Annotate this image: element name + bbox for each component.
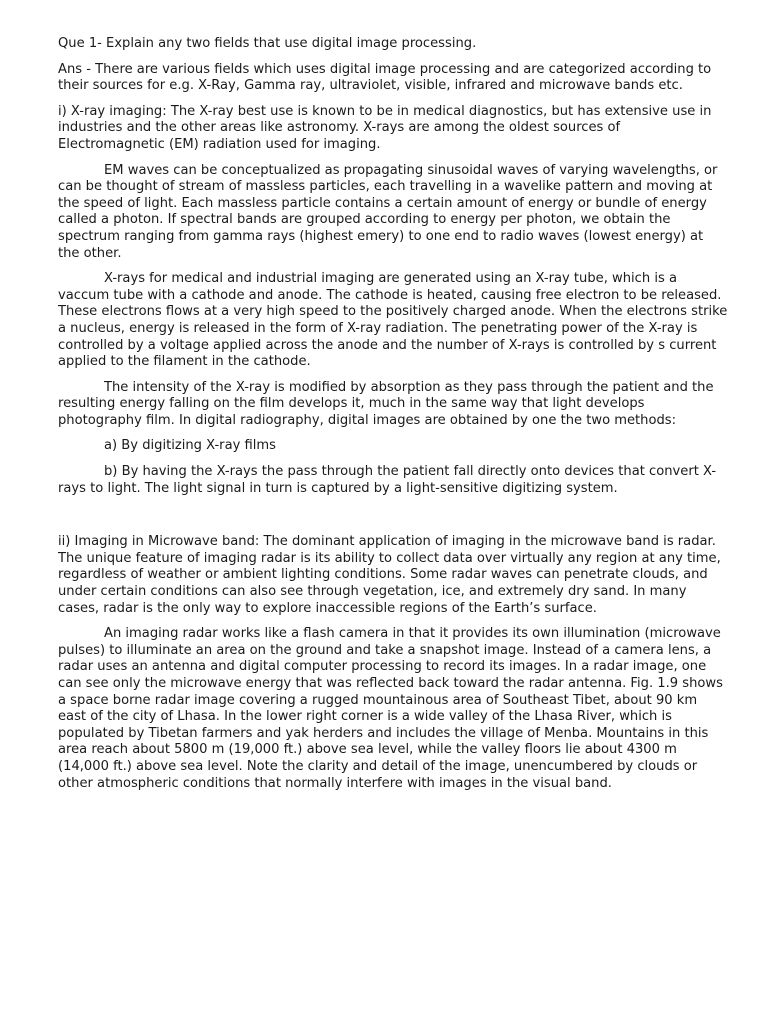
xray-imaging-paragraph: i) X-ray imaging: The X-ray best use is known to be in medical diagnostics, but has extensive use in industries and the other areas like astronomy. X-rays are among the oldest sources of Electromagnetic (EM) radiation used for imaging. — [58, 103, 712, 152]
section-gap — [58, 506, 728, 534]
xray-intensity-paragraph: The intensity of the X-ray is modified by absorption as they pass through the patient and the resulting energy falling on the film develops it, much in the same way that light develops photography film. In digital radiography, digital images are obtained by one the two methods: — [58, 379, 714, 428]
answer-intro: Ans - There are various fields which uses digital image processing and are categorized according to their sources for e.g. X-Ray, Gamma ray, ultraviolet, visible, infrared and microwave bands etc. — [58, 61, 712, 94]
method-a-item: a) By digitizing X-ray films — [104, 438, 276, 454]
em-waves-paragraph: EM waves can be conceptualized as propagating sinusoidal waves of varying wavelengths, or can be thought of stream of massless particles, each travelling in a wavelike pattern and moving at the speed of light. Each massless particle contains a certain amount of energy or bundle of energy called a photon. If spectral bands are grouped according to energy per photon, we obtain the spectrum ranging from gamma rays (highest emery) to one end to radio waves (lowest energy) at the other. — [58, 162, 718, 261]
question-text: Que 1- Explain any two fields that use digital image processing. — [58, 36, 477, 51]
method-b-item: b) By having the X-rays the pass through the patient fall directly onto devices that convert X-rays to light. The light signal in turn is captured by a light-sensitive digitizing system. — [58, 464, 717, 496]
microwave-imaging-paragraph: ii) Imaging in Microwave band: The dominant application of imaging in the microwave band is radar. The unique feature of imaging radar is its ability to collect data over virtually any region at any time, regardless of weather or ambient lighting conditions. Some radar waves can penetrate clouds, and under certain conditions can also see through vegetation, ice, and extremely dry sand. In many cases, radar is the only way to explore inaccessible regions of the Earth’s surface. — [58, 534, 721, 616]
xray-tube-paragraph: X-rays for medical and industrial imaging are generated using an X-ray tube, which is a vaccum tube with a cathode and anode. The cathode is heated, causing free electron to be released. These electrons flows at a very high speed to the positively charged anode. When the electrons strike a nucleus, energy is released in the form of X-ray radiation. The penetrating power of the X-ray is controlled by a voltage applied across the anode and the number of X-rays is controlled by s current applied to the filament in the cathode. — [58, 271, 728, 370]
imaging-radar-paragraph: An imaging radar works like a flash camera in that it provides its own illumination (microwave pulses) to illuminate an area on the ground and take a snapshot image. Instead of a camera lens, a radar uses an antenna and digital computer processing to record its images. In a radar image, one can see only the microwave energy that was reflected back toward the radar antenna. Fig. 1.9 shows a space borne radar image covering a rugged mountainous area of Southeast Tibet, about 90 km east of the city of Lhasa. In the lower right corner is a wide valley of the Lhasa River, which is populated by Tibetan farmers and yak herders and includes the village of Menba. Mountains in this area reach about 5800 m (19,000 ft.) above sea level, while the valley floors lie about 4300 m (14,000 ft.) above sea level. Note the clarity and detail of the image, unencumbered by clouds or other atmospheric conditions that normally interfere with images in the visual band. — [58, 626, 723, 791]
